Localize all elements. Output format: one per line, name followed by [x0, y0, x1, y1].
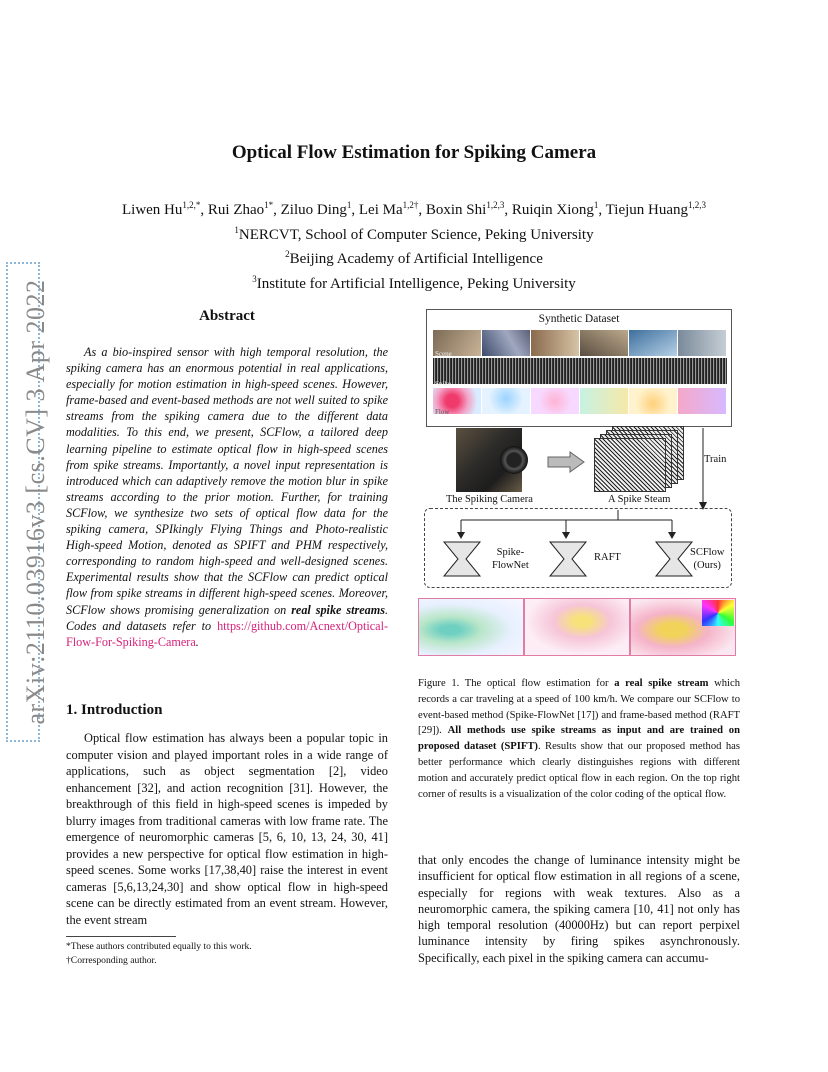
- footnotes: [66, 940, 252, 968]
- paper-title: Optical Flow Estimation for Spiking Camera: [231, 142, 597, 163]
- raft-label: RAFT: [594, 552, 621, 563]
- synthetic-dataset-title: Synthetic Dataset: [538, 313, 620, 325]
- row-label-spike: Spike: [435, 380, 451, 388]
- arxiv-stamp: arXiv:2110.03916v3 [cs.CV] 3 Apr 2022: [21, 279, 50, 725]
- footnote-equal: *These authors contributed equally to this work.: [66, 941, 252, 952]
- scflow-label: SCFlow (Ours): [690, 547, 725, 571]
- figure-1: [416, 306, 740, 658]
- camera-label: The Spiking Camera: [446, 494, 533, 505]
- raft-output: [524, 598, 630, 656]
- intro-text: Optical flow estimation has always been a popular topic in computer vision and played important roles in a wide range of applications, such as object segmentation [2], video enhancement [32], and action recognition [31]. However, the breakthrough of this field in high-speed scenes is impeded by blurry images from traditional cameras with low frame rate. The emergence of neuromorphic cameras [5, 6, 10, 13, 24, 30, 41] provides a new perspective for optical flow estimation in high-speed scenes. Some works [17,38,40] raise the interest in event cameras [5,6,13,24,30] and show optical flow in high-speed scene can be directly estimated from an event stream. However, the event stream: [66, 731, 388, 927]
- abstract-tail: . Codes and datasets refer to: [66, 602, 388, 633]
- caption-bold-1: a real spike stream: [614, 678, 709, 689]
- raft-network-icon: [548, 540, 588, 578]
- authors-block: [0, 196, 828, 294]
- figure-caption: Figure 1. The optical flow estimation for a real spike stream which records a car traveling at a speed of 100 km/h. We compare our SCFlow to event-based method (Spike-FlowNet [17]) and frame-based method (RAFT [29]). All methods use spike streams as input and are trained on proposed dataset (SPIFT). Results show that our proposed method has better performance which clearly distinguishes regions with different motion and accurately predict optical flow in each region. On the top right corner of results is a visualization of the color coding of the optical flow.: [418, 678, 740, 800]
- row-label-scene: Scene: [435, 350, 452, 358]
- abstract-heading: Abstract: [199, 308, 255, 324]
- train-label: Train: [704, 454, 727, 465]
- affiliation-1: $^1$NERCVT, School of Computer Science, Peking University: [234, 224, 594, 243]
- abstract-bold: real spike streams: [291, 602, 385, 617]
- repo-link[interactable]: https://github.com/Acnext/Optical-Flow-For-Spiking-Camera: [66, 618, 389, 649]
- caption-bold-2: All methods use spike streams as input and are trained on proposed dataset (SPIFT): [418, 725, 740, 753]
- right-column-text: that only encodes the change of luminance intensity might be insufficient for optical flow estimation in all regions of a scene, especially for regions with weak textures. Also as a neuromorphic camera, the spiking camera [10, 41] not only has high temporal resolution (40000Hz) but can report perpixel luminance intensity by firing spikes asynchronously. Specifically, each pixel in the spiking camera can accumu-: [418, 853, 740, 965]
- footnote-rule: [66, 936, 176, 937]
- spike-stream-label: A Spike Steam: [608, 494, 671, 505]
- spike-flownet-output: [418, 598, 524, 656]
- row-label-flow: Flow: [435, 408, 450, 416]
- color-wheel-legend: [702, 600, 734, 626]
- affiliation-3: $^3$Institute for Artificial Intelligence, Peking University: [252, 273, 576, 292]
- affiliation-2: $^2$Beijing Academy of Artificial Intelligence: [285, 249, 543, 267]
- intro-body: [66, 730, 388, 928]
- abstract-body: As a bio-inspired sensor with high temporal resolution, the spiking camera has an enormous potential in real applications, especially for motion estimation in high-speed scenes. However, frame-based and event-based methods are not well suited to spike streams from the spiking camera due to the different data modalities. To this end, we present, SCFlow, a tailored deep learning pipeline to estimate optical flow in high-speed scenes from spike streams. Importantly, a novel input representation is introduced which can adaptively remove the motion blur in spike streams according to the prior motion. Further, for training SCFlow, we synthesize two sets of optical flow data for the spiking camera, SPIkingly Flying Things and Photo-realistic High-speed Motion, denoted as SPIFT and PHM respectively, corresponding to random high-speed and well-designed scenes. Experimental results show that the SCFlow can predict optical flow from spike streams in different high-speed scenes. Moreover, SCFlow shows promising generalization on real spike streams. Codes and datasets refer to https://github.com/Acnext/Optical-Flow-For-Spiking-Camera.: [66, 345, 389, 649]
- intro-heading: 1. Introduction: [66, 702, 163, 718]
- abstract-text: As a bio-inspired sensor with high temporal resolution, the spiking camera has an enormous potential in real applications, especially for motion estimation in high-speed scenes. However, frame-based and event-based methods are not well suited to spike streams from the spiking camera due to the different data modalities. To this end, we present, SCFlow, a tailored deep learning pipeline to estimate optical flow in high-speed scenes from spike streams. Importantly, a novel input representation is introduced which can adaptively remove the motion blur in spike streams according to the prior motion. Further, for training SCFlow, we synthesize two sets of optical flow data for the spiking camera, SPIkingly Flying Things and Photo-realistic High-speed Motion, denoted as SPIFT and PHM respectively, corresponding to random high-speed and well-designed scenes. Experimental results show that the SCFlow can predict optical flow from spike streams in different high-speed scenes. Moreover, SCFlow shows promising generalization on: [66, 345, 388, 617]
- scflow-network-icon: [654, 540, 694, 578]
- spike-flownet-label: Spike- FlowNet: [492, 547, 529, 571]
- spike-flownet-network-icon: [442, 540, 482, 578]
- author-list: Liwen $Hu^{1,2,*}$, Rui Zhao$^{1*}$, Ziluo Ding$^1$, Lei $Ma^{1,2\dagger}$, Boxin Shi$^{1,2,3}$, Ruiqin Xiong$^1$, Tiejun Huang$^{1,2,3}$: [121, 200, 707, 218]
- footnote-corresponding: †Corresponding author.: [66, 955, 157, 966]
